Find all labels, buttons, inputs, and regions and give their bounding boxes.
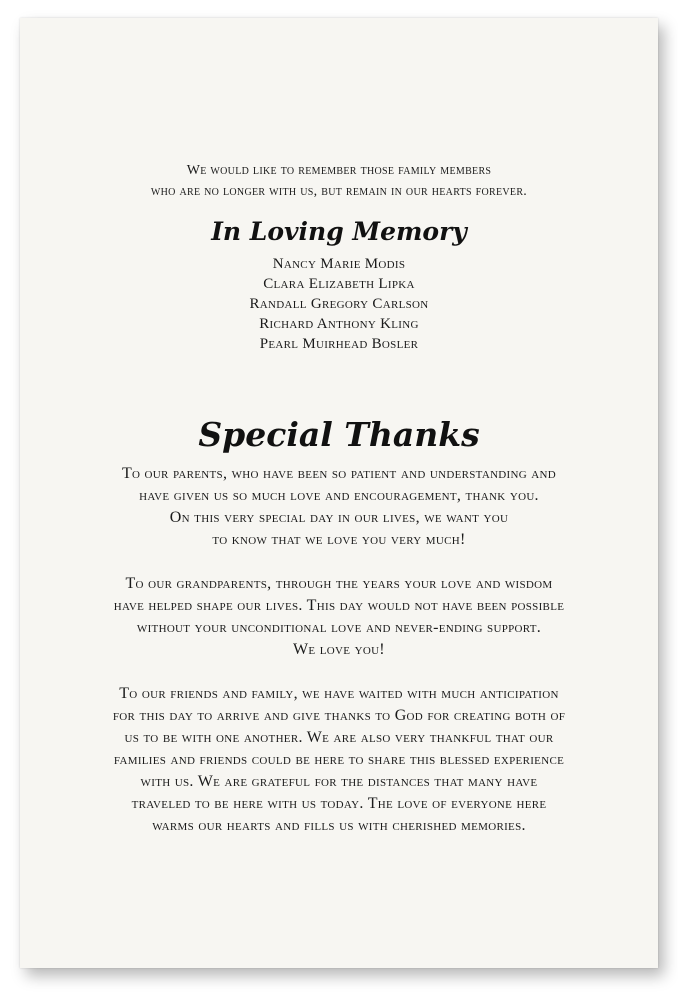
- memorial-name: Randall Gregory Carlson: [249, 296, 429, 312]
- paragraph-line: On this very special day in our lives, we want you: [169, 509, 509, 526]
- memorial-name: Pearl Muirhead Bosler: [259, 336, 419, 352]
- paragraph-line: with us. We are grateful for the distances that many have: [140, 773, 538, 790]
- paragraph-line: To our friends and family, we have waited with much anticipation: [119, 685, 559, 702]
- intro-text: [20, 160, 658, 202]
- paragraph-line: traveled to be here with us today. The love of everyone here: [131, 795, 547, 812]
- paragraph-line: to know that we love you very much!: [212, 531, 466, 548]
- memorial-name: Nancy Marie Modis: [272, 256, 406, 272]
- memorial-names-list: [20, 254, 658, 354]
- paragraph-line: We love you!: [293, 641, 385, 658]
- paragraph-line: have helped shape our lives. This day would not have been possible: [113, 597, 565, 614]
- paragraph-line: for this day to arrive and give thanks to God for creating both of: [112, 707, 566, 724]
- thanks-friends-family-paragraph: [20, 683, 658, 837]
- intro-line: We would like to remember those family members: [186, 163, 492, 178]
- paragraph-line: us to be with one another. We are also very thankful that our: [124, 729, 554, 746]
- paragraph-line: warms our hearts and fills us with cherished memories.: [152, 817, 526, 834]
- intro-line: who are no longer with us, but remain in our hearts forever.: [150, 184, 528, 199]
- program-page: [20, 18, 658, 968]
- paragraph-line: have given us so much love and encouragement, thank you.: [139, 487, 539, 504]
- paragraph-line: To our parents, who have been so patient and understanding and: [121, 465, 557, 482]
- special-thanks-heading: Special Thanks: [198, 415, 480, 454]
- paragraph-line: To our grandparents, through the years your love and wisdom: [125, 575, 553, 592]
- in-loving-memory-heading: In Loving Memory: [211, 217, 467, 246]
- memorial-name: Richard Anthony Kling: [259, 316, 419, 332]
- memorial-name: Clara Elizabeth Lipka: [263, 276, 415, 292]
- paragraph-line: families and friends could be here to share this blessed experience: [113, 751, 565, 768]
- thanks-grandparents-paragraph: [20, 573, 658, 661]
- thanks-parents-paragraph: [20, 463, 658, 551]
- paragraph-line: without your unconditional love and never-ending support.: [136, 619, 542, 636]
